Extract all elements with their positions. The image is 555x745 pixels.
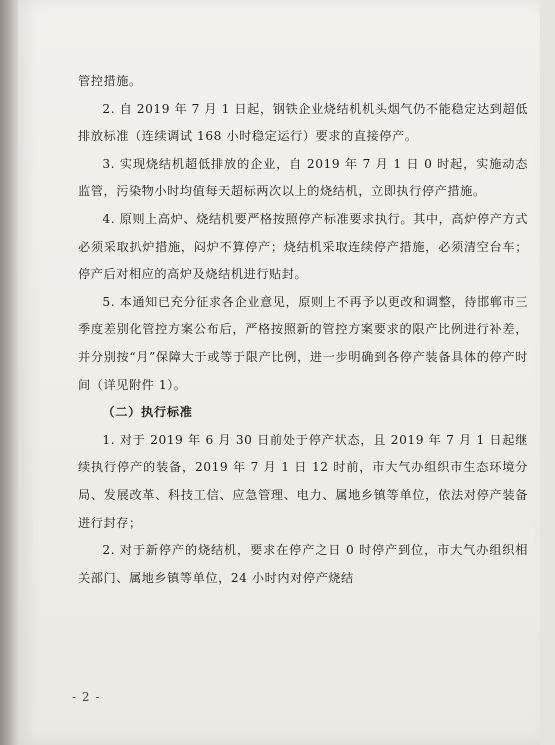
paragraph-6: 1. 对于 2019 年 6 月 30 日前处于停产状态，且 2019 年 7 月 1 日起继续执行停产的装备，2019 年 7 月 1 日 12 时前，市大气办组织市生态环境分局、发展改革、科技工信、应急管理、电力、属地乡镇等单位，依法对停产装备进行封存； <box>78 432 528 530</box>
paragraph-3: 3. 实现烧结机超低排放的企业，自 2019 年 7 月 1 日 0 时起，实施动态监管，污染物小时均值每天超标两次以上的烧结机，立即执行停产措施。 <box>78 156 528 199</box>
paragraph-1: 管控措施。 <box>78 74 142 88</box>
document-body <box>78 68 528 592</box>
page-number: - 2 - <box>72 690 101 704</box>
paragraph-7: 2. 对于新停产的烧结机，要求在停产之日 0 时停产到位，市大气办组织相关部门、属地乡镇等单位，24 小时内对停产烧结 <box>78 543 528 585</box>
paragraph-5: 5. 本通知已充分征求各企业意见，原则上不再予以更改和调整，待邯郸市三季度差别化管控方案公布后，严格按照新的管控方案要求的限产比例进行补差，并分别按“月”保障大于或等于限产比例，进一步明确到各停产装备具体的停产时间（详见附件 1）。 <box>78 294 528 392</box>
section-heading: （二）执行标准 <box>102 405 193 420</box>
paragraph-2: 2. 自 2019 年 7 月 1 日起，钢铁企业烧结机机头烟气仍不能稳定达到超低排放标准（连续调试 168 小时稳定运行）要求的直接停产。 <box>78 101 528 144</box>
document-page <box>18 0 540 745</box>
paragraph-4: 4. 原则上高炉、烧结机要严格按照停产标准要求执行。其中，高炉停产方式必须采取扒炉措施，闷炉不算停产；烧结机采取连续停产措施，必须清空台车；停产后对相应的高炉及烧结机进行贴封。 <box>78 211 528 282</box>
